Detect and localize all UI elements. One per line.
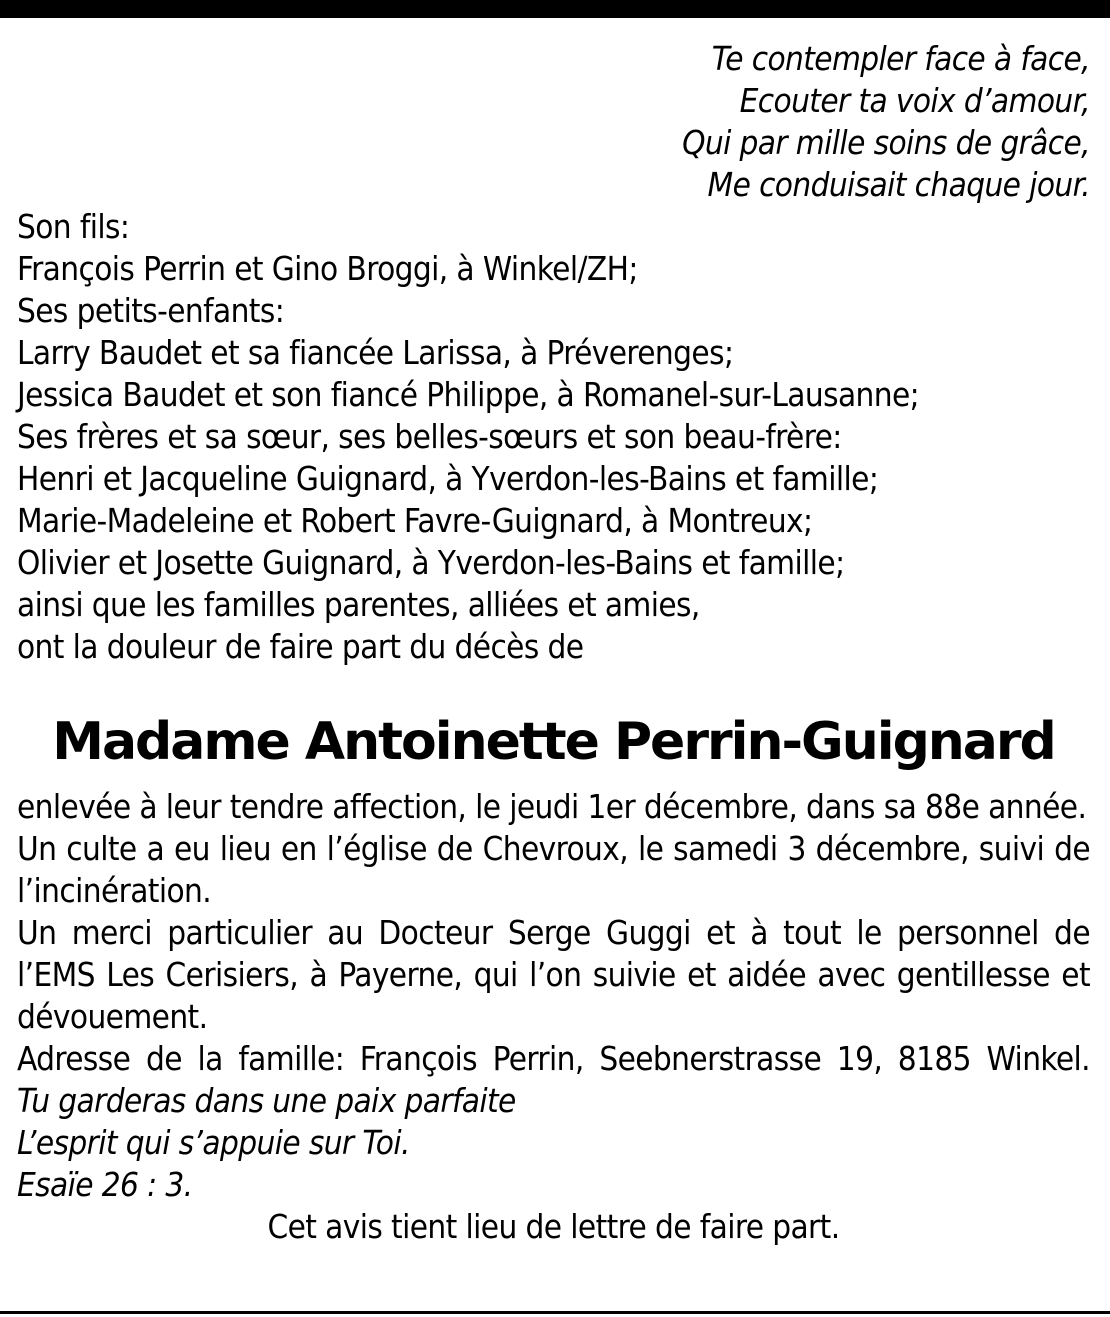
sibling-entry: Henri et Jacqueline Guignard, à Yverdon-les-Bains et famille; [17, 459, 879, 498]
grandchild-entry: Larry Baudet et sa fiancée Larissa, à Préverenges; [17, 333, 734, 372]
obituary-notice [17, 38, 1090, 1248]
grandchildren-heading: Ses petits-enfants: [17, 291, 285, 330]
poem-line-1: Te contempler face à face, [711, 39, 1090, 78]
bottom-border-rule [0, 1311, 1110, 1314]
verse-line-2: L’esprit qui s’appuie sur Toi. [17, 1123, 410, 1162]
closing-verse [17, 1080, 1090, 1206]
footer-note: Cet avis tient lieu de lettre de faire part. [267, 1207, 840, 1246]
son-heading: Son fils: [17, 207, 130, 246]
paragraph-service: Un culte a eu lieu en l’église de Chevroux, le samedi 3 décembre, suivi de l’incinération. [17, 829, 1090, 910]
poem-line-3: Qui par mille soins de grâce, [682, 123, 1090, 162]
sibling-entry: Marie-Madeleine et Robert Favre-Guignard, à Montreux; [17, 501, 813, 540]
sibling-entry: Olivier et Josette Guignard, à Yverdon-les-Bains et famille; [17, 543, 845, 582]
deceased-name: Madame Antoinette Perrin-Guignard [52, 712, 1055, 772]
paragraph-thanks: Un merci particulier au Docteur Serge Guggi et à tout le personnel de l’EMS Les Cerisiers, à Payerne, qui l’on suivie et aidée avec gentillesse et dévouement. [17, 913, 1090, 1036]
family-list [17, 206, 1090, 668]
opening-poem [17, 38, 1090, 206]
top-border-rule [0, 0, 1110, 18]
paragraph-passing: enlevée à leur tendre affection, le jeudi 1er décembre, dans sa 88e année. [17, 787, 1087, 826]
verse-line-1: Tu garderas dans une paix parfaite [17, 1081, 516, 1120]
notice-body [17, 786, 1090, 1080]
relatives-line: ainsi que les familles parentes, alliées et amies, [17, 585, 700, 624]
grandchild-entry: Jessica Baudet et son fiancé Philippe, à Romanel-sur-Lausanne; [17, 375, 920, 414]
verse-reference: Esaïe 26 : 3. [17, 1165, 193, 1204]
siblings-heading: Ses frères et sa sœur, ses belles-sœurs et son beau-frère: [17, 417, 842, 456]
announcement-line: ont la douleur de faire part du décès de [17, 627, 584, 666]
poem-line-4: Me conduisait chaque jour. [707, 165, 1090, 204]
son-entry: François Perrin et Gino Broggi, à Winkel/ZH; [17, 249, 638, 288]
family-address: Adresse de la famille: François Perrin, Seebnerstrasse 19, 8185 Winkel. [17, 1039, 1090, 1078]
poem-line-2: Ecouter ta voix d’amour, [739, 81, 1090, 120]
